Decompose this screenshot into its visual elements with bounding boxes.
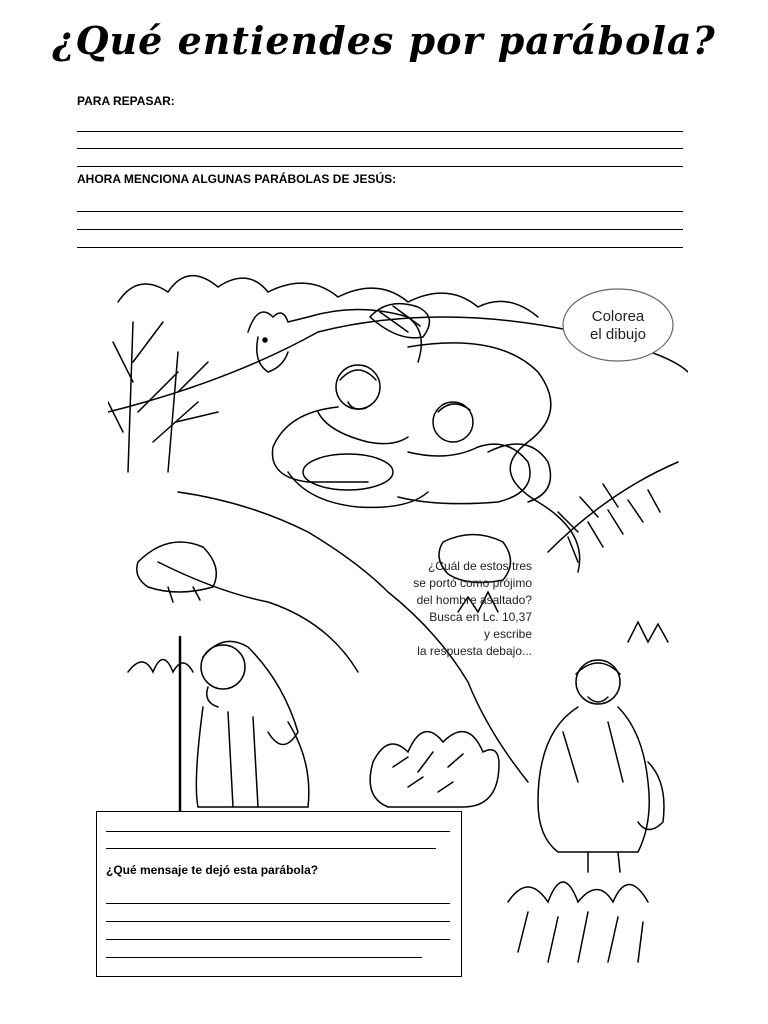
answer-line[interactable] (106, 848, 436, 849)
question-line: y escribe (483, 627, 532, 641)
question-line: ¿Cuál de estos tres (427, 559, 532, 573)
bubble-line: Colorea (591, 308, 645, 325)
section-label-review: PARA REPASAR: (77, 94, 175, 108)
question-line: se portó como prójimo (413, 576, 532, 590)
question-line: del hombre asaltado? (416, 593, 532, 607)
answer-line[interactable] (106, 957, 422, 958)
question-line: la respuesta debajo... (417, 644, 532, 658)
answer-line[interactable] (77, 166, 683, 167)
bubble-line: el dibujo (590, 326, 646, 343)
answer-line[interactable] (106, 939, 450, 940)
answer-line[interactable] (77, 148, 683, 149)
answer-box (96, 811, 462, 977)
bubble-text (568, 308, 668, 344)
question-line: Busca en Lc. 10,37 (429, 610, 532, 624)
section-label-parables: AHORA MENCIONA ALGUNAS PARÁBOLAS DE JESÚS: (77, 172, 397, 186)
message-question: ¿Qué mensaje te dejó esta parábola? (106, 863, 319, 877)
answer-line[interactable] (77, 211, 683, 212)
answer-line[interactable] (106, 903, 450, 904)
answer-line[interactable] (77, 247, 683, 248)
answer-line[interactable] (106, 831, 450, 832)
illustration-question (282, 558, 532, 660)
answer-line[interactable] (77, 229, 683, 230)
answer-line[interactable] (77, 131, 683, 132)
page-title: ¿Qué entiendes por parábola? (52, 18, 716, 63)
answer-line[interactable] (106, 921, 450, 922)
